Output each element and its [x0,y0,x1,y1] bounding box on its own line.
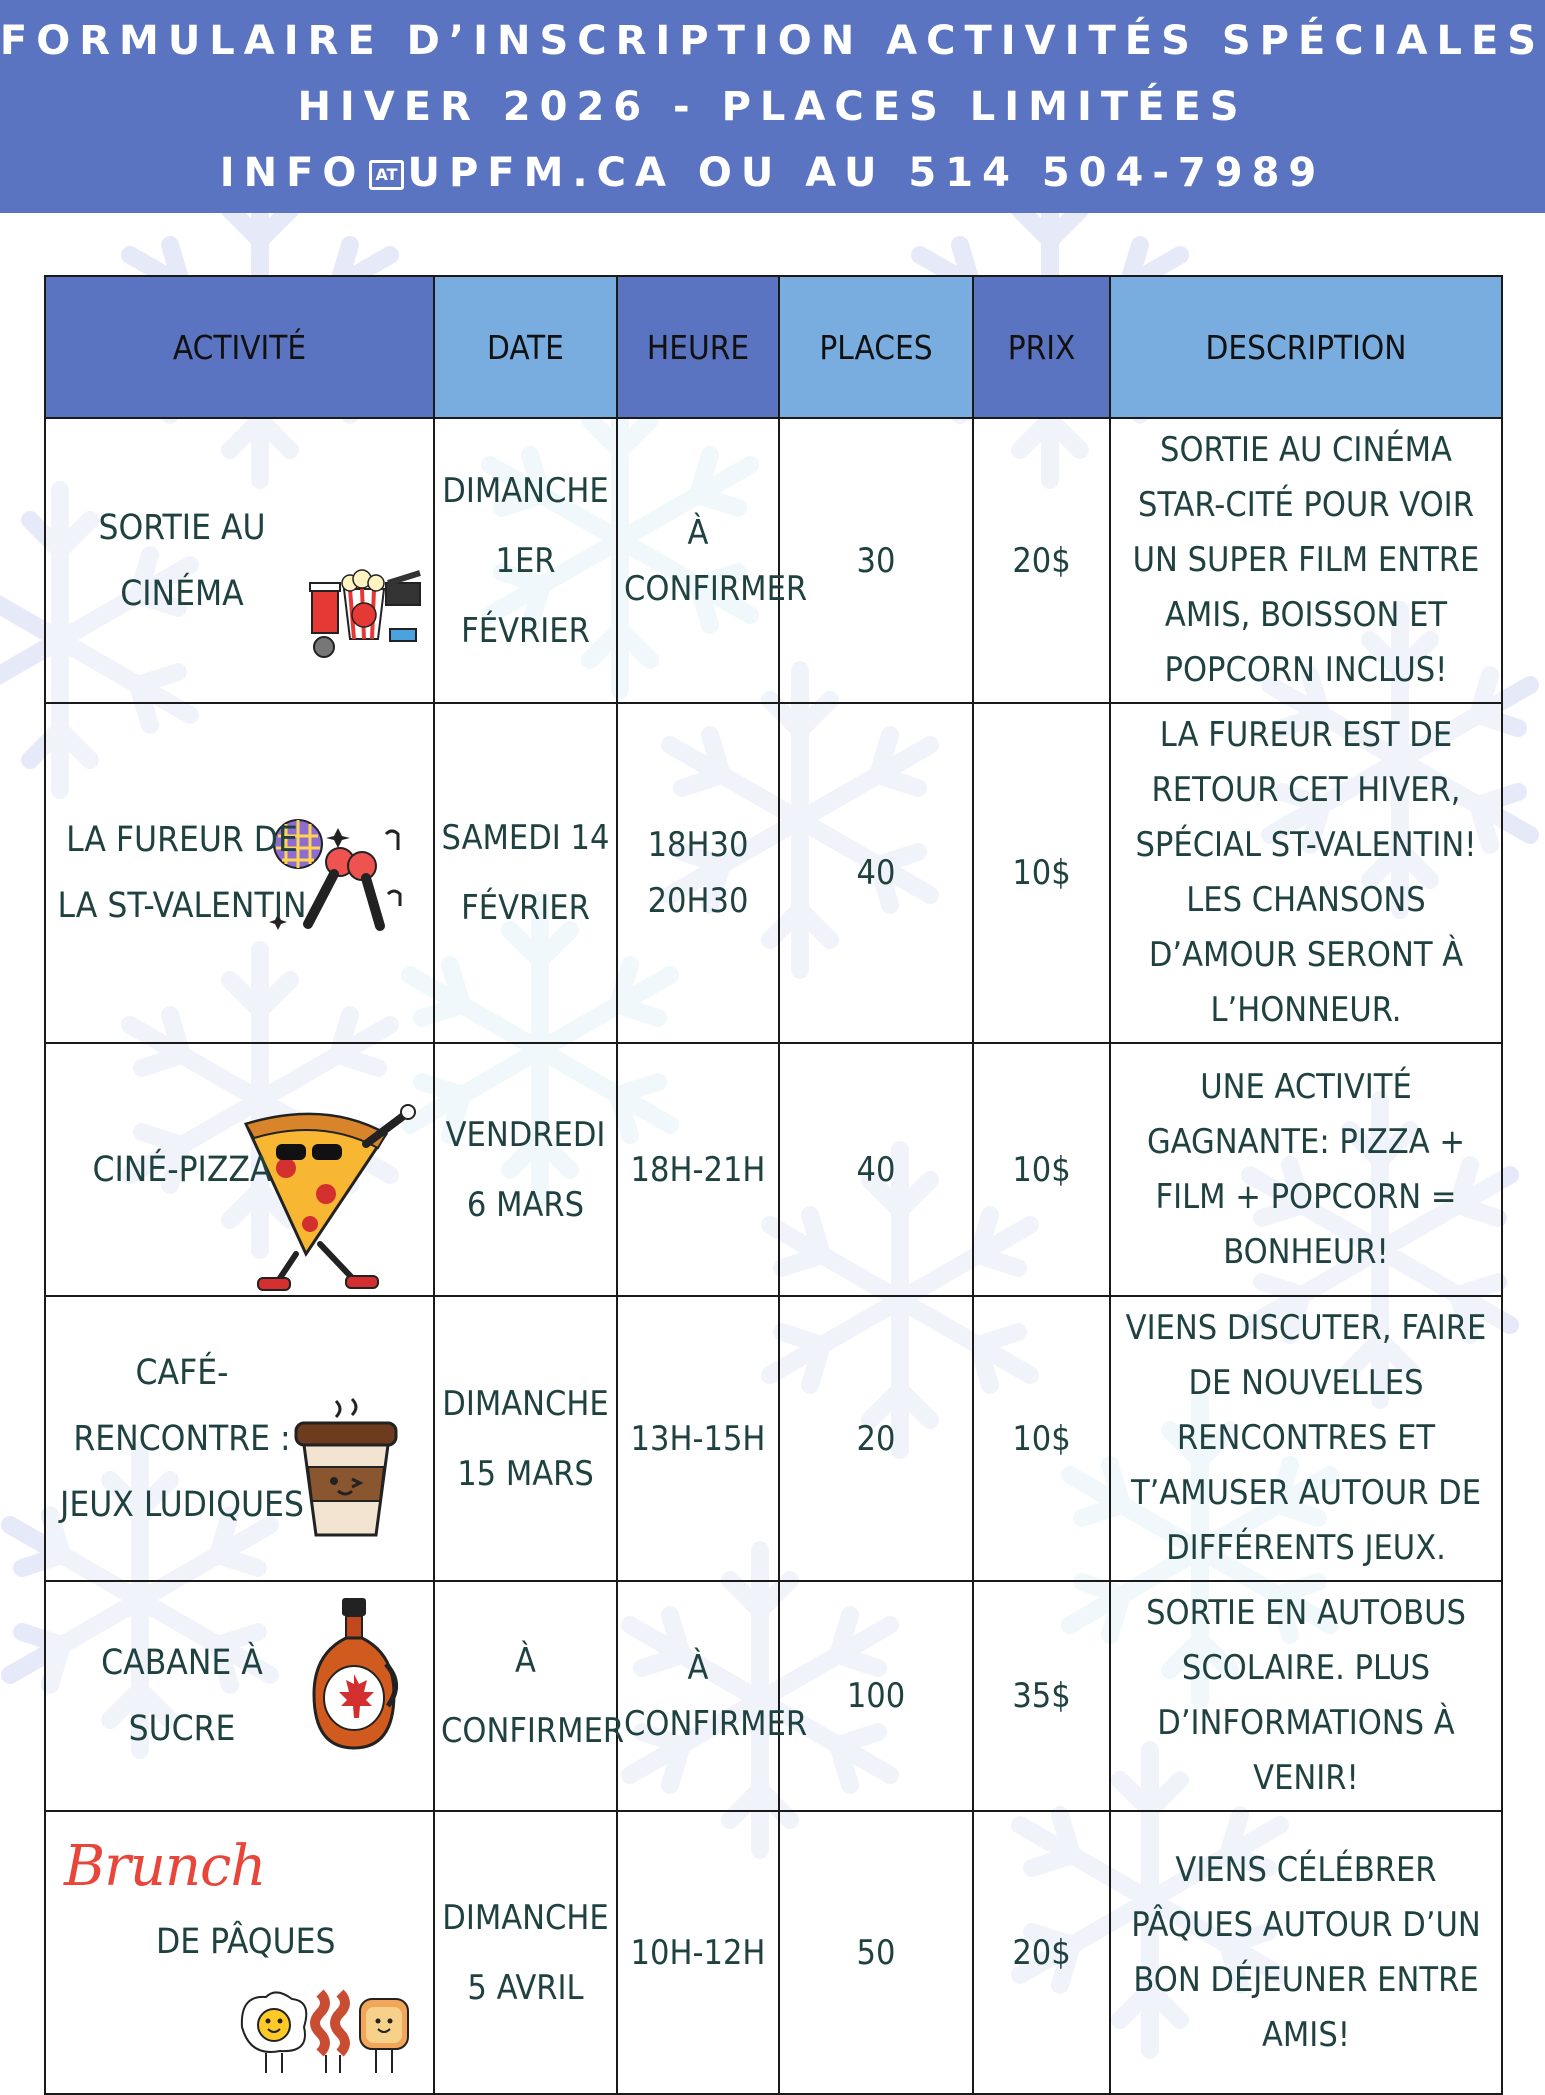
price-cell: 20$ [973,418,1110,703]
description-cell: SORTIE EN AUTOBUS SCOLAIRE. PLUS D’INFORMATIONS À VENIR! [1110,1581,1502,1811]
time-cell: À CONFIRMER [617,418,779,703]
date-cell: DIMANCHE 5 AVRIL [434,1811,617,2094]
at-icon: AT [369,160,403,190]
time-cell: 18H-21H [617,1043,779,1296]
activity-cell [45,1043,434,1296]
price-cell: 20$ [973,1811,1110,2094]
time-cell: 18H30 20H30 [617,703,779,1043]
header-title: FORMULAIRE D’INSCRIPTION ACTIVITÉS SPÉCIALES [0,17,1545,64]
activity-name: SORTIE AU CINÉMA [98,507,266,614]
activity-name: CAFÉ-RENCONTRE : JEUX LUDIQUES [60,1352,304,1525]
price-cell: 10$ [973,703,1110,1043]
column-header-date: DATE [434,276,617,418]
header-contact [220,140,1326,206]
date-cell: SAMEDI 14 FÉVRIER [434,703,617,1043]
contact-rest: UPFM.CA OU AU 514 504-7989 [407,149,1326,196]
activity-cell [45,1811,434,2094]
breakfast-friends-icon [236,1987,416,2077]
activity-cell [45,1296,434,1581]
column-header-places: PLACES [779,276,973,418]
activity-name: CINÉ-PIZZA [92,1149,272,1190]
activity-cell [45,703,434,1043]
description-cell: VIENS DISCUTER, FAIRE DE NOUVELLES RENCONTRES ET T’AMUSER AUTOUR DE DIFFÉRENTS JEUX. [1110,1296,1502,1581]
price-cell: 35$ [973,1581,1110,1811]
table-header-row [45,276,1502,418]
column-header-description: DESCRIPTION [1110,276,1502,418]
activities-table [44,275,1503,2095]
description-cell: VIENS CÉLÉBRER PÂQUES AUTOUR D’UN BON DÉJEUNER ENTRE AMIS! [1110,1811,1502,2094]
table-row [45,1296,1502,1581]
places-cell: 30 [779,418,973,703]
date-cell: À CONFIRMER [434,1581,617,1811]
column-header-activite: ACTIVITÉ [45,276,434,418]
column-header-heure: HEURE [617,276,779,418]
places-cell: 20 [779,1296,973,1581]
time-cell: 13H-15H [617,1296,779,1581]
activity-name: LA FUREUR DE LA ST-VALENTIN [57,820,307,926]
date-cell: VENDREDI 6 MARS [434,1043,617,1296]
places-cell: 40 [779,703,973,1043]
table-row [45,703,1502,1043]
table-row [45,1043,1502,1296]
places-cell: 40 [779,1043,973,1296]
description-cell: SORTIE AU CINÉMA STAR-CITÉ POUR VOIR UN SUPER FILM ENTRE AMIS, BOISSON ET POPCORN INCLUS! [1110,418,1502,703]
date-cell: DIMANCHE 1ER FÉVRIER [434,418,617,703]
brunch-script-title: Brunch [64,1834,266,1899]
time-cell: À CONFIRMER [617,1581,779,1811]
contact-user: INFO [219,149,366,196]
price-cell: 10$ [973,1043,1110,1296]
places-cell: 50 [779,1811,973,2094]
time-cell: 10H-12H [617,1811,779,2094]
places-cell: 100 [779,1581,973,1811]
movie-snacks-icon [304,559,424,659]
header-subtitle: HIVER 2026 - PLACES LIMITÉES [297,83,1248,130]
description-cell: LA FUREUR EST DE RETOUR CET HIVER, SPÉCIAL ST-VALENTIN! LES CHANSONS D’AMOUR SERONT À L’HONNEUR. [1110,703,1502,1043]
table-row [45,1581,1502,1811]
description-cell: UNE ACTIVITÉ GAGNANTE: PIZZA + FILM + POPCORN = BONHEUR! [1110,1043,1502,1296]
activity-cell [45,418,434,703]
activity-cell [45,1581,434,1811]
price-cell: 10$ [973,1296,1110,1581]
date-cell: DIMANCHE 15 MARS [434,1296,617,1581]
activity-name: DE PÂQUES [156,1922,336,1962]
maple-syrup-icon [304,1594,404,1754]
activity-name: CABANE À SUCRE [101,1643,263,1749]
table-row [45,1811,1502,2094]
page-header [0,0,1545,213]
table-row [45,418,1502,703]
column-header-prix: PRIX [973,276,1110,418]
